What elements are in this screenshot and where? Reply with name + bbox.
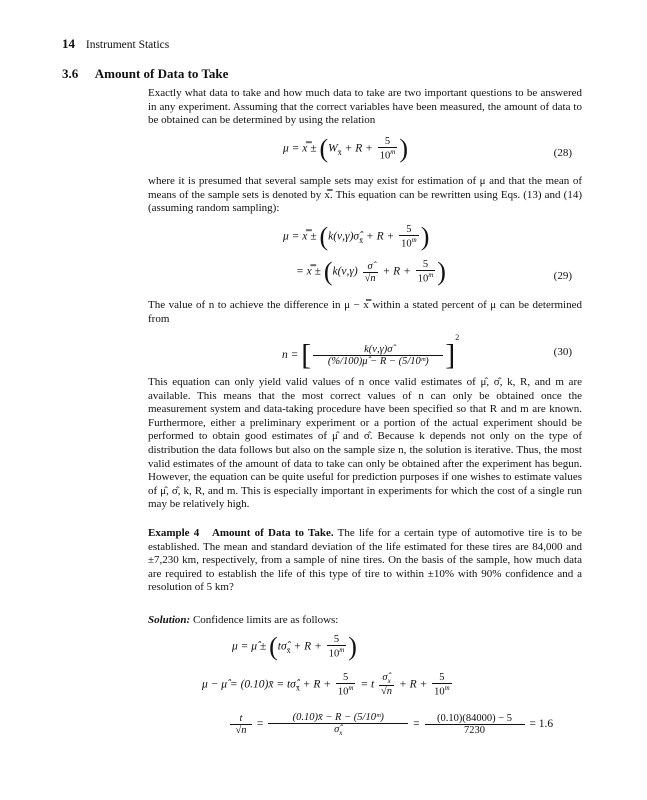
section-number: 3.6 <box>62 66 79 81</box>
section-heading <box>62 66 228 82</box>
example-title: Amount of Data to Take. <box>211 527 334 539</box>
sol2-sup2: m <box>444 684 450 692</box>
eq29b-fnum: σ̂ <box>363 261 378 273</box>
eq28-mid: + R + <box>344 142 373 155</box>
paragraph-intro: Exactly what data to take and how much data to take are two important questions to be answered in any experiment. Assuming that the correct variables have been measured, the amount of data to be obtained can be determined by using the relation <box>148 87 582 127</box>
solution-equation-1: μ = μ̂ ± ($t\sigmâ_{x̄} + R$ + $\frac{5}{10^m}$ ) <box>232 632 357 661</box>
eq28-wsub: x̄ <box>337 147 342 157</box>
sol2-mid: + R + <box>302 678 332 691</box>
eq29b-fden: √n <box>364 272 376 284</box>
eq29a-num: 5 <box>399 224 419 236</box>
eq28-sup: m <box>390 148 396 157</box>
sol3-mnum: (0.10)x̄ − R − (5/10ᵐ) <box>268 712 408 724</box>
sol2-num2: 5 <box>432 672 452 684</box>
sol2-sup: m <box>348 684 354 692</box>
equation-28-label: (28) <box>553 147 572 159</box>
eq30-den: (%/100)μ̂ − R − (5/10ᵐ) <box>327 355 429 367</box>
sol2-sub: x̄ <box>295 683 300 693</box>
equation-29b: = x̿ ± (k(ν,γ) $\frac{\sigmâ}{√n}$ + R + $\frac{5}{10^m}$ ) <box>296 257 446 286</box>
eq29a-sup: m <box>411 236 417 245</box>
sol1-sup: m <box>339 646 345 655</box>
sol2-fnum: σ̂ <box>382 672 388 684</box>
example-4 <box>148 527 582 595</box>
eq29b-den: 10 <box>417 273 429 285</box>
sol3-msub: x <box>339 729 343 738</box>
eq29b-k: k(ν,γ) <box>332 265 358 278</box>
sol1-num: 5 <box>327 634 347 646</box>
solution-intro <box>148 614 582 628</box>
eq30-exp: 2 <box>455 333 460 342</box>
sol3-rnum: (0.10)(84000) − 5 <box>425 713 525 725</box>
eq28-w: W <box>328 142 338 155</box>
running-title: Instrument Statics <box>85 39 170 51</box>
sol3-lnum: t <box>230 713 252 725</box>
equation-29-label: (29) <box>553 270 572 282</box>
equation-30: n = [ $\frac{k(\nu,\gamma)\sigmâ}{\text{(\%/100)μ̂ − R − (5/10ᵐ)}}$ ]$^2$ <box>282 333 460 372</box>
solution-equation-3: $\frac{t}{√n}$ = $\frac{\text{(0.10)x̄ − R − (5/10ᵐ)}}{\sigmâ_x}$ = $\frac{(0.10)(84000) - 5}{7230}$ = 1.6 <box>228 712 553 737</box>
sol3-mden: σ̂ <box>334 724 340 735</box>
section-title: Amount of Data to Take <box>94 66 229 81</box>
example-text: The life for a certain type of automotive tire is to be established. The mean and standard deviation of the life estimated for these tires are 84,000 and ±7,230 km, respectively, from a sample of nine tires. On the basis of the sample, how much data are required to establish the life of this type of tire to within ±10% with 90% confidence and a resolution of 5 km? <box>148 527 582 594</box>
sol2-lhs: μ − μ̂ = (0.10)x̄ = tσ̂ <box>202 678 296 691</box>
equation-28: μ = x̿ ± ($W_{x̄} + R$ + $\frac{5}{10^m}$ ) <box>283 134 408 163</box>
eq29a-lhs: μ = x̿ ± <box>283 230 317 243</box>
solution-text: Confidence limits are as follows: <box>192 614 339 626</box>
sol1-lhs: μ = μ̂ ± <box>232 640 267 653</box>
eq28-lhs: μ = x̿ ± <box>283 142 317 155</box>
eq29a-mid: + R + <box>365 230 395 243</box>
eq28-num: 5 <box>378 136 398 148</box>
eq29b-mid: + R + <box>382 265 411 278</box>
solution-equation-2 <box>202 672 454 698</box>
sol2-mid2: + R + <box>398 678 428 691</box>
sol2-fden: √n <box>381 686 393 698</box>
eq29a-ksub: x̄ <box>359 235 364 245</box>
paragraph-validity: This equation can only yield valid values of n once valid estimates of μ̂, σ̂, k, R, and m are available. This means that the most correct values of n can only be obtained once the measurement system and data-taking procedure have been specified so that R and m are known. Furthermore, either a preliminary experiment or a portion of the actual experiment should be performed to obtain good estimates of μ̂ and σ̂. Because k depends not only on the type of distribution the data follows but also on the sample size n, the solution is iterative. Thus, the most valid estimates of the amount of data to take can only be obtained after the experiment has begun. However, the equation can be quite useful for prediction purposes if one wishes to estimate values of μ̂, σ̂, k, R, and m. This is especially important in experiments for which the cost of a single run may be relatively high. <box>148 376 582 511</box>
page-number: 14 <box>62 36 75 51</box>
sol2-eqt: = t <box>360 678 375 691</box>
eq30-num: k(ν,γ)σ̂ <box>313 344 443 356</box>
sol3-lden: √n <box>235 725 247 737</box>
sol2-num: 5 <box>336 672 356 684</box>
example-label: Example 4 <box>148 527 200 539</box>
sol3-rden: 7230 <box>464 725 485 737</box>
paragraph-value-of-n: The value of n to achieve the difference in μ − x̿ within a stated percent of μ can be determined from <box>148 299 582 325</box>
sol2-den2: 10 <box>434 686 445 698</box>
equation-29a: μ = x̿ ± ($k(\nu,\gamma)\sigmâ_{x̄} + R$ + $\frac{5}{10^m}$ ) <box>283 222 430 251</box>
equation-30-label: (30) <box>553 346 572 358</box>
sol1-mid: + R + <box>293 640 322 653</box>
eq29b-sup: m <box>428 271 434 280</box>
eq29b-num: 5 <box>416 259 436 271</box>
sol1-den: 10 <box>328 648 340 660</box>
eq29a-k: k(ν,γ)σ̂ <box>328 230 360 243</box>
eq28-den: 10 <box>379 150 391 162</box>
sol1-t: tσ̂ <box>277 640 287 653</box>
eq29a-den: 10 <box>401 238 412 250</box>
sol1-tsub: x̄ <box>286 645 291 655</box>
eq29b-lhs: = x̿ ± <box>296 265 321 278</box>
eq30-lhs: n = <box>282 349 299 361</box>
sol3-result: = 1.6 <box>529 718 554 731</box>
sol2-fsub: x <box>387 677 391 686</box>
sol2-den: 10 <box>337 686 349 698</box>
solution-label: Solution: <box>148 614 191 626</box>
paragraph-mean-of-means: where it is presumed that several sample sets may exist for estimation of μ and that the mean of means of the sample sets is denoted by x̿. This equation can be rewritten using Eqs. (13) and (14) (assuming random sampling): <box>148 175 582 215</box>
running-header <box>62 36 169 52</box>
